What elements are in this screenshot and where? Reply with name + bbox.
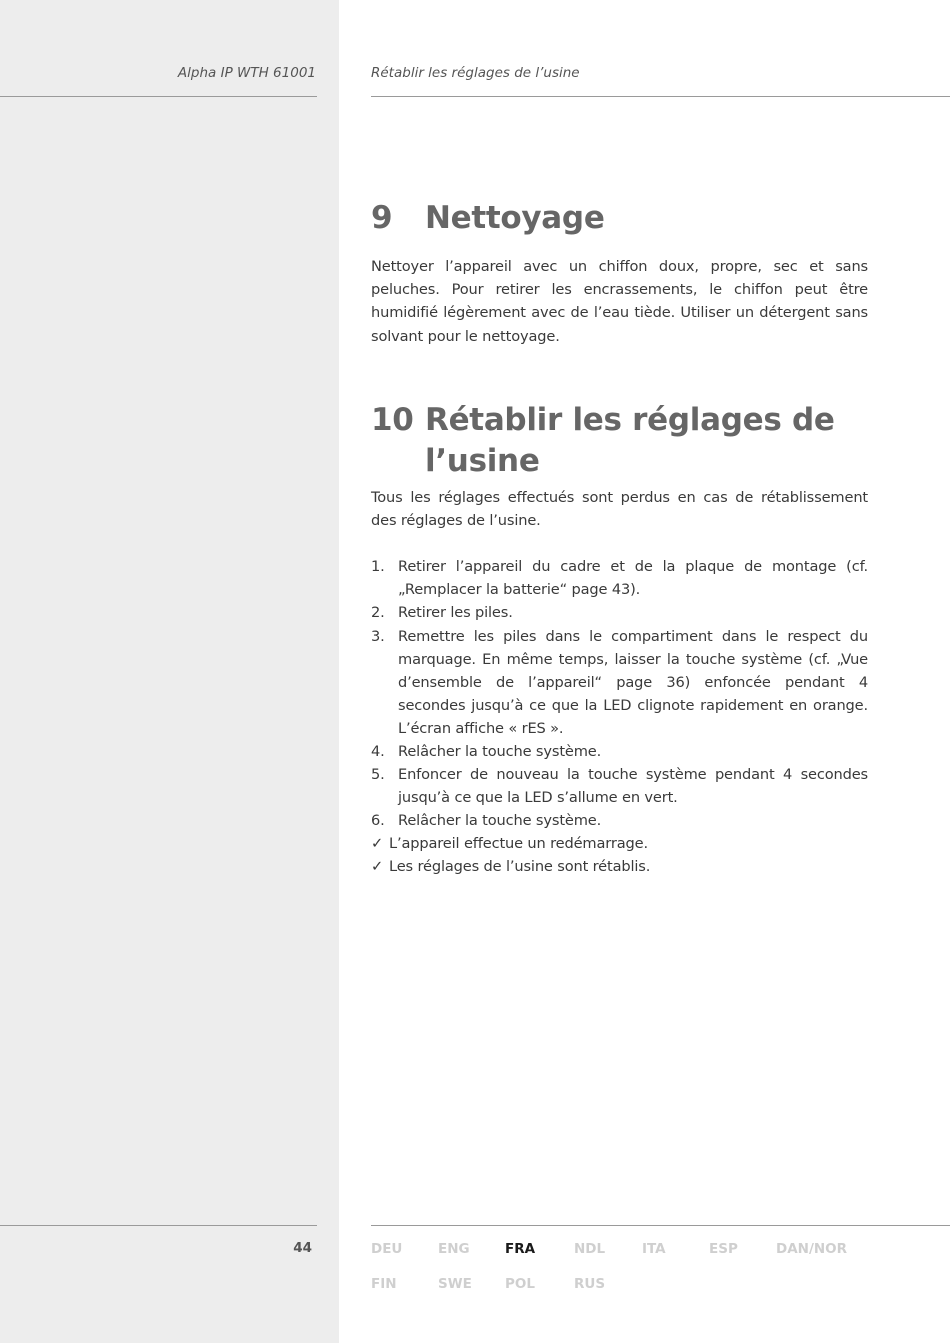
section-heading-cleaning	[371, 198, 868, 239]
step-text: Enfoncer de nouveau la touche système pendant 4 secondes jusqu’à ce que la LED s’allume en vert.	[398, 766, 868, 807]
language-link-esp[interactable]: ESP	[709, 1241, 738, 1257]
section-number: 9	[371, 200, 393, 236]
language-link-deu[interactable]: DEU	[371, 1241, 403, 1257]
list-item	[371, 625, 868, 740]
list-item	[371, 555, 868, 601]
language-link-fra[interactable]: FRA	[505, 1241, 536, 1257]
list-item	[371, 601, 868, 624]
step-number: 5.	[371, 766, 385, 784]
result-text: Les réglages de l’usine sont rétablis.	[389, 858, 651, 876]
cleaning-paragraph: Nettoyer l’appareil avec un chiffon doux, propre, sec et sans peluches. Pour retirer les encrassements, le chiffon peut être humidifié légèrement avec de l’eau tiède. Utiliser un détergent sans solvant pour le nettoyage.	[371, 258, 868, 345]
header-rule-left	[0, 96, 317, 97]
step-number: 6.	[371, 812, 385, 830]
left-margin-panel	[0, 0, 339, 1343]
header-section-title: Rétablir les réglages de l’usine	[371, 65, 580, 81]
footer-rule-right	[371, 1225, 950, 1226]
language-link-ndl[interactable]: NDL	[574, 1241, 606, 1257]
list-item	[371, 740, 868, 763]
step-number: 3.	[371, 627, 385, 645]
step-text: Relâcher la touche système.	[398, 742, 602, 760]
language-link-pol[interactable]: POL	[505, 1276, 535, 1292]
section-cleaning	[371, 198, 868, 348]
language-link-eng[interactable]: ENG	[438, 1241, 470, 1257]
main-content	[371, 198, 868, 879]
list-item	[371, 763, 868, 809]
step-number: 2.	[371, 604, 385, 622]
section-title: Nettoyage	[425, 200, 605, 236]
language-link-swe[interactable]: SWE	[438, 1276, 472, 1292]
reset-steps-list	[371, 555, 868, 832]
list-item	[371, 855, 868, 878]
step-number: 4.	[371, 742, 385, 760]
checkmark-icon: ✓	[371, 835, 384, 853]
step-text: Relâcher la touche système.	[398, 812, 602, 830]
footer-rule-left	[0, 1225, 317, 1226]
list-item	[371, 809, 868, 832]
section-number: 10	[371, 401, 414, 438]
reset-results-list	[371, 832, 868, 878]
section-title: Rétablir les réglages de l’usine	[425, 401, 835, 479]
result-text: L’appareil effectue un redémarrage.	[389, 835, 648, 853]
section-factory-reset	[371, 400, 868, 879]
language-link-ita[interactable]: ITA	[642, 1241, 666, 1257]
reset-intro-paragraph: Tous les réglages effectués sont perdus en cas de rétablissement des réglages de l’usine.	[371, 488, 868, 530]
section-heading-factory-reset	[371, 400, 868, 482]
language-link-dan-nor[interactable]: DAN/NOR	[776, 1241, 848, 1257]
list-item	[371, 832, 868, 855]
step-number: 1.	[371, 558, 385, 576]
header-rule-right	[371, 96, 950, 97]
page-number: 44	[293, 1240, 312, 1256]
step-text: Remettre les piles dans le compartiment dans le respect du marquage. En même temps, laisser la touche système (cf. „Vue d’ensemble de l’appareil“ page 36) enfoncée pendant 4 secondes jusqu’à ce que la LED clignote rapidement en orange. L’écran affiche « rES ».	[398, 627, 868, 737]
step-text: Retirer l’appareil du cadre et de la plaque de montage (cf. „Remplacer la batterie“ page 43).	[398, 558, 868, 599]
language-link-fin[interactable]: FIN	[371, 1276, 397, 1292]
checkmark-icon: ✓	[371, 858, 384, 876]
language-link-rus[interactable]: RUS	[574, 1276, 606, 1292]
header-product-name: Alpha IP WTH 61001	[177, 65, 316, 81]
step-text: Retirer les piles.	[398, 604, 513, 622]
